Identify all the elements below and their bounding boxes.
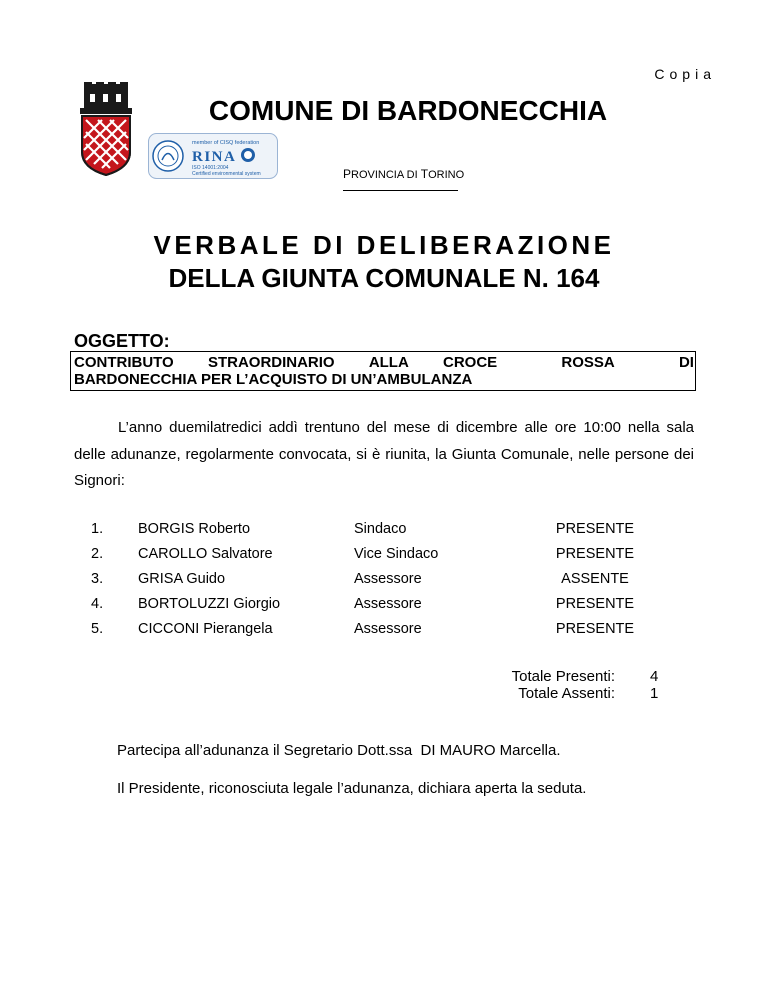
member-name: GRISA Guido — [138, 571, 226, 587]
member-name: CICCONI Pierangela — [138, 621, 273, 637]
rina-iso-text: ISO 14001:2004 — [192, 165, 229, 171]
member-number: 1. — [91, 521, 104, 537]
oggetto-word: CROCE — [443, 354, 498, 371]
member-row — [0, 546, 768, 566]
presidente-paragraph: Il Presidente, riconosciuta legale l’adunanza, dichiara aperta la seduta. — [117, 780, 587, 797]
totale-presenti-value: 4 — [650, 668, 659, 685]
provincia-word: ROVINCIA — [351, 169, 404, 181]
oggetto-label: OGGETTO: — [74, 331, 170, 351]
member-number: 4. — [91, 596, 104, 612]
intro-paragraph: L’anno duemilatredici addì trentuno del mese di dicembre alle ore 10:00 nella sala delle adunanze, regolarmente convocata, si è riunita, la Giunta Comunale, nelle persone dei Signori: — [74, 419, 694, 489]
provincia-subtitle — [343, 167, 464, 181]
torino-initial: T — [420, 167, 429, 181]
member-status: PRESENTE — [555, 596, 635, 612]
member-name: BORTOLUZZI Giorgio — [138, 596, 281, 612]
provincia-initial: P — [343, 167, 352, 181]
oggetto-word: CONTRIBUTO — [74, 354, 174, 371]
member-number: 2. — [91, 546, 104, 562]
member-status: PRESENTE — [555, 521, 635, 537]
provincia-di: DI — [406, 169, 418, 181]
member-status: ASSENTE — [561, 571, 629, 587]
member-number: 3. — [91, 571, 104, 587]
member-role: Assessore — [354, 621, 422, 637]
rina-membership-text: member of CISQ federation — [192, 140, 260, 146]
member-role: Assessore — [354, 596, 422, 612]
giunta-heading: DELLA GIUNTA COMUNALE N. 164 — [168, 263, 600, 293]
verbale-heading: VERBALE DI DELIBERAZIONE — [153, 230, 615, 260]
member-row — [0, 621, 768, 641]
rina-certification-logo — [148, 133, 278, 179]
member-row — [0, 521, 768, 541]
member-status: PRESENTE — [555, 621, 635, 637]
oggetto-word: ROSSA — [561, 354, 615, 371]
oggetto-line-2: BARDONECCHIA PER L’ACQUISTO DI UN’AMBULANZA — [74, 371, 473, 388]
member-row — [0, 571, 768, 591]
totale-assenti-value: 1 — [650, 685, 659, 702]
rina-brand-text: RINA — [192, 149, 237, 165]
member-role: Sindaco — [354, 521, 407, 537]
oggetto-word: ALLA — [368, 354, 409, 371]
torino-word: ORINO — [428, 169, 465, 181]
copia-label: Copia — [654, 66, 716, 82]
member-role: Assessore — [354, 571, 422, 587]
member-name: CAROLLO Salvatore — [138, 546, 273, 562]
oggetto-word: STRAORDINARIO — [207, 354, 335, 371]
totale-assenti-label: Totale Assenti: — [518, 685, 615, 702]
member-row — [0, 596, 768, 616]
segretario-paragraph: Partecipa all’adunanza il Segretario Dott.ssa DI MAURO Marcella. — [117, 742, 561, 759]
totale-presenti-label: Totale Presenti: — [511, 668, 615, 685]
member-role: Vice Sindaco — [354, 546, 439, 562]
page-title: COMUNE DI BARDONECCHIA — [208, 95, 608, 126]
oggetto-line-1 — [74, 354, 694, 371]
member-status: PRESENTE — [555, 546, 635, 562]
member-number: 5. — [91, 621, 104, 637]
rina-certified-text: Certified environmental system — [192, 171, 261, 177]
oggetto-word: DI — [678, 354, 694, 371]
provincia-divider — [343, 190, 458, 191]
member-name: BORGIS Roberto — [138, 521, 251, 537]
